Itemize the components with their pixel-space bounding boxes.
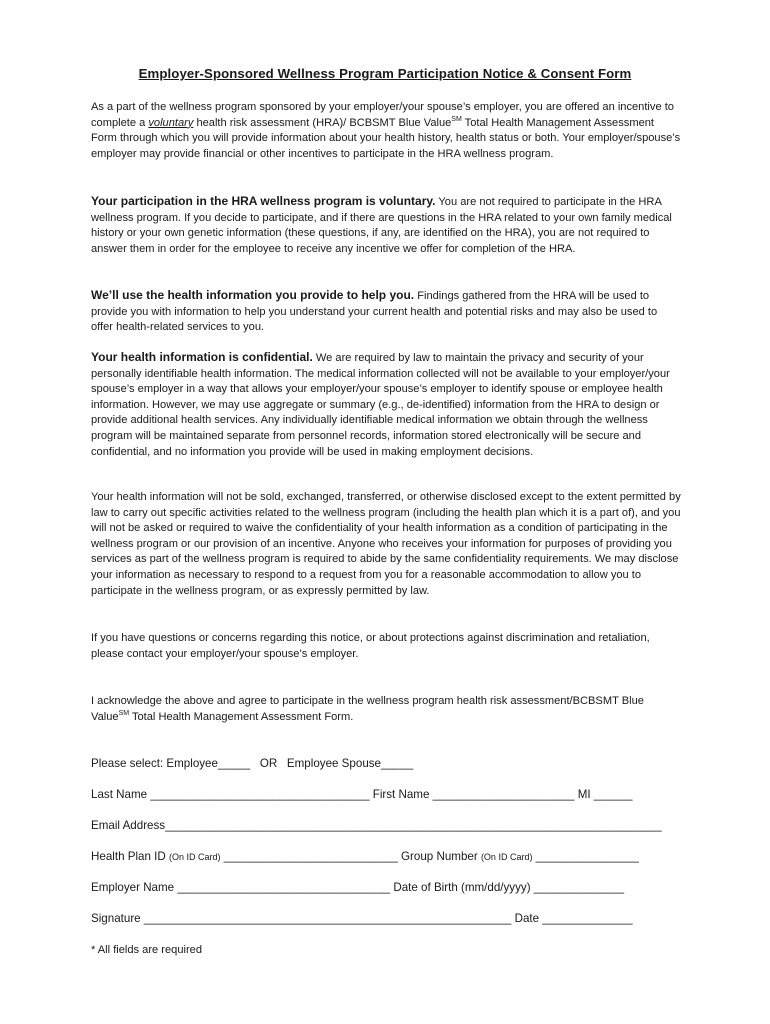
- required-note: * All fields are required: [91, 944, 202, 956]
- name-fields[interactable]: Last Name __________________________________ First Name ______________________ MI ______: [91, 788, 633, 801]
- relationship-select-field[interactable]: Please select: Employee_____ OR Employee Spouse_____: [91, 757, 414, 770]
- voluntary-heading: Your participation in the HRA wellness program is voluntary.: [91, 194, 436, 208]
- use-heading: We’ll use the health information you provide to help you.: [91, 288, 415, 302]
- employer-dob-fields[interactable]: Employer Name _________________________________ Date of Birth (mm/dd/yyyy) ______________: [91, 881, 625, 894]
- email-field[interactable]: Email Address_____________________________________________________________________________: [91, 819, 662, 832]
- signature-date-fields[interactable]: Signature _________________________________________________________ Date ______________: [91, 912, 633, 925]
- voluntary-paragraph: Your participation in the HRA wellness program is voluntary. You are not required to participate in the HRA wellness program. If you decide to participate, and if there are questions in the HRA related to your own family medical history or your own genetic information (these questions, if any, are identified on the HRA), you are not required to answer them in order for the employee to receive any incentive we offer for completion of the HRA.: [91, 194, 672, 255]
- intro-paragraph: As a part of the wellness program sponsored by your employer/your spouse’s employer, you are offered an incentive to complete a voluntary health risk assessment (HRA)/ BCBSMT Blue Value℠ Total Health Management Assessment Form through which you will provide information about your health history, health status or both. Your employer/spouse’s employer may provide financial or other incentives to participate in the HRA wellness program.: [91, 101, 681, 160]
- confidential-heading: Your health information is confidential.: [91, 350, 313, 364]
- acknowledge-paragraph: I acknowledge the above and agree to participate in the wellness program health risk assessment/BCBSMT Blue Value℠ Total Health Management Assessment Form.: [91, 695, 644, 723]
- form-title: Employer-Sponsored Wellness Program Participation Notice & Consent Form: [138, 66, 632, 81]
- use-paragraph: We’ll use the health information you provide to help you. Findings gathered from the HRA will be used to provide you with information to help you understand your current health and potential risks and may also be used to offer health-related services to you.: [91, 288, 658, 334]
- confidential-paragraph: Your health information is confidential. We are required by law to maintain the privacy and security of your personally identifiable health information. The medical information collected will not be available to your employer/your spouse’s employer in a way that allows your employer/your spouse’s employer to identify spouse or employee health information. However, we may use aggregate or summary (e.g., de-identified) information from the HRA to design or provide additional health services. Any individually identifiable medical information we obtain through the wellness program will be maintained separate from personnel records, information stored electronically will be secure and confidential, and no information you provide will be used in making employment decisions.: [91, 350, 670, 458]
- voluntary-emphasis: voluntary: [148, 116, 194, 129]
- questions-paragraph: If you have questions or concerns regarding this notice, or about protections against discrimination and retaliation, please contact your employer/your spouse’s employer.: [91, 632, 650, 660]
- health-plan-group-fields[interactable]: Health Plan ID (On ID Card) ___________________________ Group Number (On ID Card) ________________: [91, 850, 639, 863]
- disclosure-paragraph: Your health information will not be sold, exchanged, transferred, or otherwise disclosed except to the extent permitted by law to carry out specific activities related to the wellness program (including the health plan which it is a part of), and you will not be asked or required to waive the confidentiality of your health information as a condition of participating in the wellness program or our provision of an incentive. Anyone who receives your information for purposes of providing you services as part of the wellness program is required to abide by the same confidentiality requirements. We may disclose your information as necessary to respond to a request from you for a reasonable accommodation to allow you to participate in the wellness program, or as expressly permitted by law.: [91, 491, 681, 597]
